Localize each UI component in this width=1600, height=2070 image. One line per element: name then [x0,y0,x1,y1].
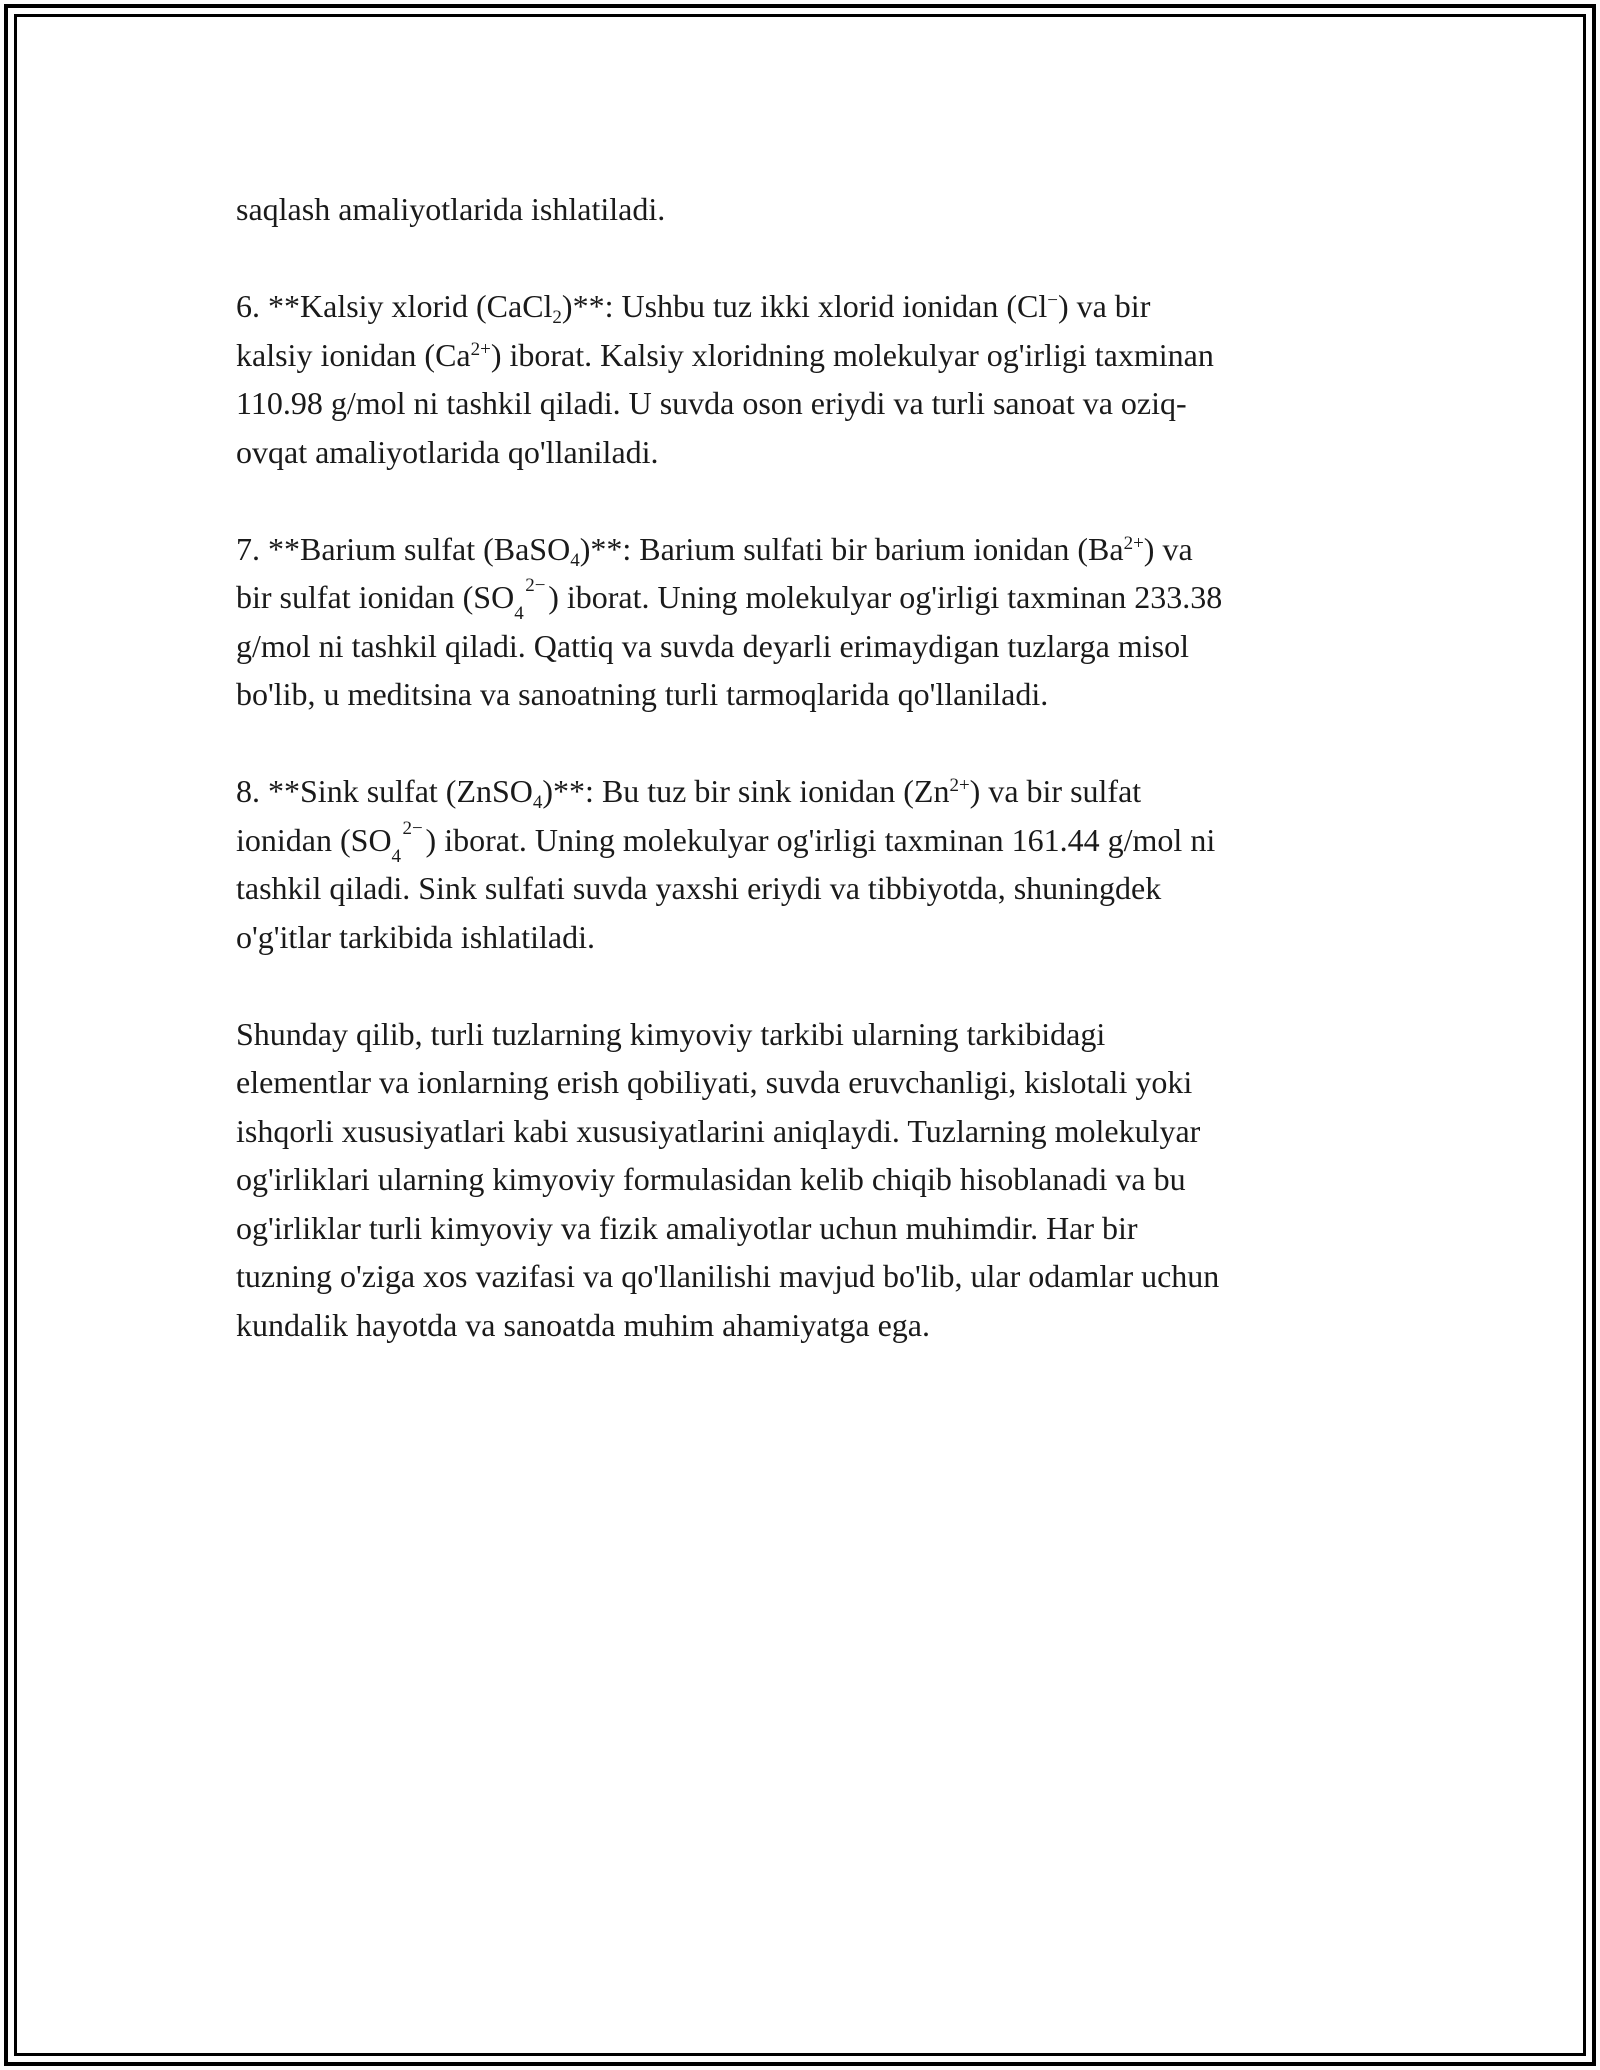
subscript: 4 [532,792,543,813]
text-span: ) iborat. Uning molekulyar og'irligi taxminan 161.44 g/mol ni [425,821,1216,858]
text-line [236,282,1376,331]
text-span: bir sulfat ionidan (SO [236,579,515,615]
ion-charge [391,817,426,867]
text-line: og'irliklar turli kimyoviy va fizik amaliyotlar uchun muhimdir. Har bir [236,1209,1138,1246]
paragraph-calcium-chloride [236,282,1376,476]
text-span: ) iborat. Uning molekulyar og'irligi taxminan 233.38 [548,579,1223,615]
text-line: kundalik hayotda va sanoatda muhim ahamiyatga ega. [236,1306,930,1343]
text-line [236,767,1376,816]
text-line: Shunday qilib, turli tuzlarning kimyoviy tarkibi ularning tarkibidagi [236,1015,1106,1052]
text-span: ) va bir [1057,288,1151,324]
text-line: elementlar va ionlarning erish qobiliyati, suvda eruvchanligi, kislotali yoki [236,1064,1193,1100]
text-span: kalsiy ionidan (Ca [236,336,471,373]
text-line: tashkil qiladi. Sink sulfati suvda yaxshi eriydi va tibbiyotda, shuningdek [236,870,1162,906]
superscript: 2+ [949,775,970,796]
text-span: )**: Ushbu tuz ikki xlorid ionidan (Cl [561,288,1048,324]
text-line [236,816,1376,865]
text-line: og'irliklari ularning kimyoviy formulasidan kelib chiqib hisoblanadi va bu [236,1161,1186,1197]
subscript: 2 [552,307,562,328]
paragraph-conclusion [236,1010,1376,1350]
subscript: 4 [570,549,580,571]
text-span: )**: Bu tuz bir sink ionidan (Zn [542,773,950,809]
text-line: 110.98 g/mol ni tashkil qiladi. U suvda oson eriydi va turli sanoat va oziq- [236,385,1187,421]
text-span: )**: Barium sulfati bir barium ionidan (Ba [579,530,1124,567]
text-span: ) va bir sulfat [969,773,1142,809]
document-body [236,185,1376,1349]
superscript: 2− [525,575,546,596]
superscript: 2+ [470,338,491,360]
text-line: ishqorli xususiyatlari kabi xususiyatlarini aniqlaydi. Tuzlarning molekulyar [236,1112,1201,1149]
text-line [236,331,1376,380]
text-span: 6. **Kalsiy xlorid (CaCl [236,288,553,324]
text-span: ) iborat. Kalsiy xloridning molekulyar og'irligi taxminan [490,336,1214,373]
paragraph-continuation [236,185,1376,234]
subscript: 4 [514,603,524,624]
superscript: 2+ [1123,532,1144,554]
text-line: bo'lib, u meditsina va sanoatning turli tarmoqlarida qo'llaniladi. [236,676,1049,712]
text-line: saqlash amaliyotlarida ishlatiladi. [236,191,666,227]
text-line [236,573,1376,622]
subscript: 4 [391,845,402,867]
ion-charge [514,575,548,624]
text-span: 7. **Barium sulfat (BaSO [236,530,571,567]
text-line: g/mol ni tashkil qiladi. Qattiq va suvda deyarli erimaydigan tuzlarga misol [236,627,1189,664]
text-line: tuzning o'ziga xos vazifasi va qo'llanilishi mavjud bo'lib, ular odamlar uchun [236,1258,1220,1294]
text-line [236,525,1376,574]
superscript: − [1047,290,1058,311]
paragraph-zinc-sulfate [236,767,1376,961]
text-span: ionidan (SO [236,821,392,858]
paragraph-barium-sulfate [236,525,1376,719]
text-line: o'g'itlar tarkibida ishlatiladi. [236,918,595,955]
text-line: ovqat amaliyotlarida qo'llaniladi. [236,433,659,470]
superscript: 2− [402,817,423,839]
text-span: 8. **Sink sulfat (ZnSO [236,773,533,809]
text-span: ) va [1143,530,1193,567]
